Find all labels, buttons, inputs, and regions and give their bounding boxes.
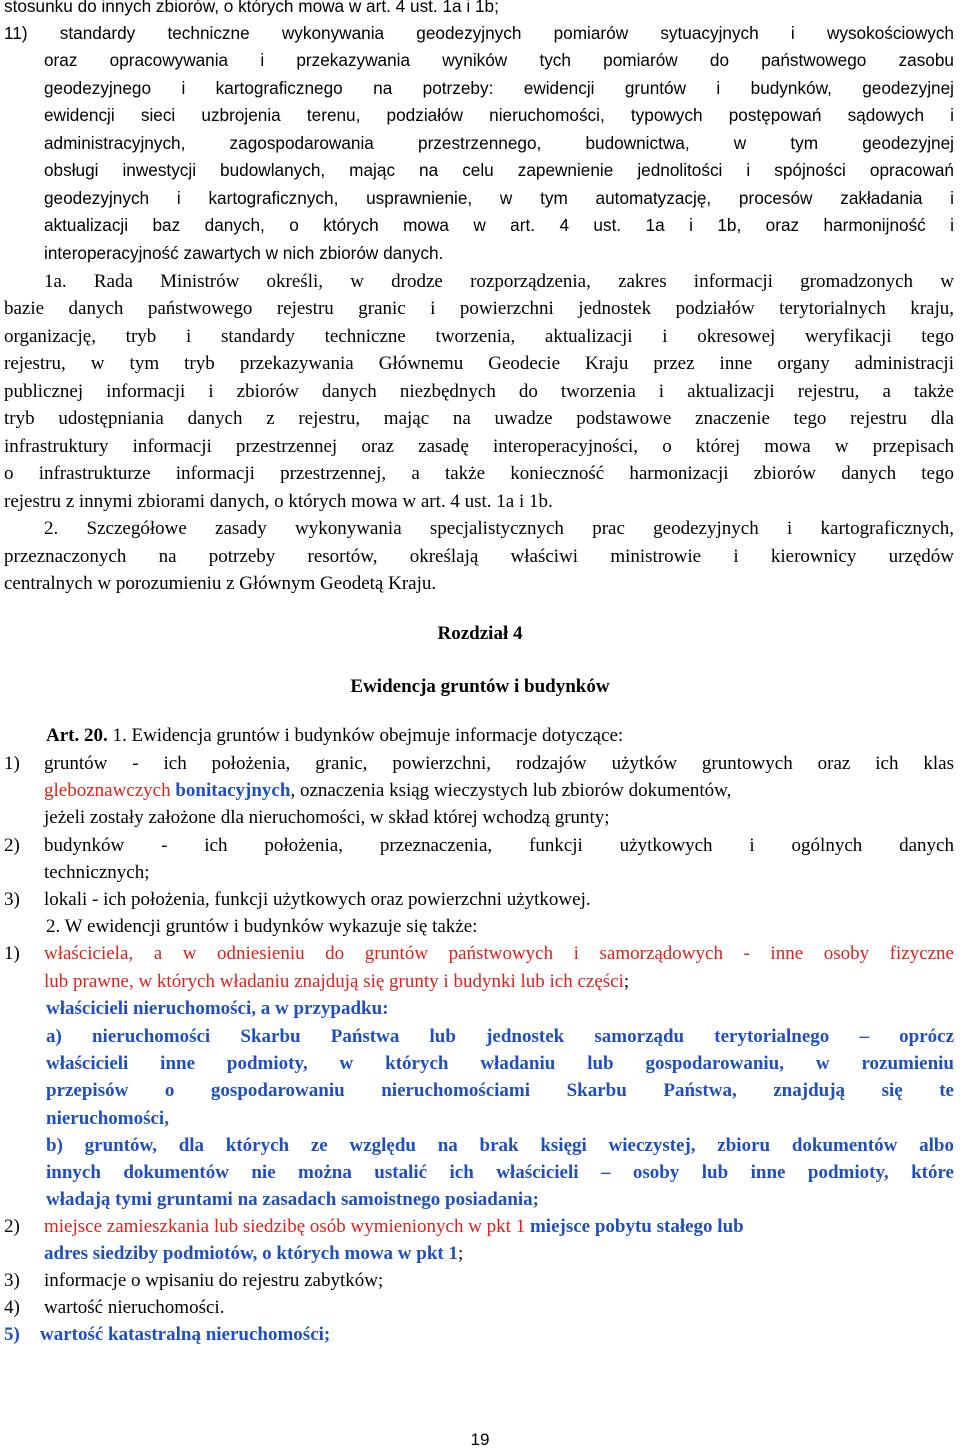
text-line: tryb udostępniania danych z rejestru, mając na uwadze podstawowe znaczenie tego rejestru dla: [4, 408, 954, 429]
struck-text: gleboznawczych: [44, 780, 171, 801]
list-number: 2): [4, 1216, 20, 1237]
text-line: gruntów - ich położenia, granic, powierzchni, rodzajów użytków gruntowych oraz ich klas: [44, 753, 954, 774]
article-intro: [46, 724, 623, 748]
text-line: [44, 970, 629, 994]
text-line: administracyjnych, zagospodarowania przestrzennego, budownictwa, w tym geodezyjnej: [44, 133, 954, 153]
text-line: budynków - ich położenia, przeznaczenia, funkcji użytkowych i ogólnych danych: [44, 835, 954, 856]
list-number: 1): [4, 943, 20, 964]
struck-text: miejsce zamieszkania lub siedzibę osób wymienionych w pkt 1: [44, 1216, 526, 1237]
inserted-text: przepisów o gospodarowaniu nieruchomościami Skarbu Państwa, znajdują się te: [46, 1080, 954, 1101]
inserted-text: wartość katastralną nieruchomości;: [40, 1324, 331, 1345]
text-line: lokali - ich położenia, funkcji użytkowych oraz powierzchni użytkowej.: [44, 889, 591, 910]
inserted-text: nieruchomości,: [46, 1108, 169, 1129]
inserted-text: bonitacyjnych: [175, 780, 291, 801]
text-line: obsługi inwestycji budowlanych, mając na celu zapewnienie jednolitości i spójności opracowań: [44, 160, 954, 180]
text-line: 11) standardy techniczne wykonywania geodezyjnych pomiarów sytuacyjnych i wysokościowych: [4, 23, 954, 43]
text-line: [44, 1215, 744, 1239]
text-line: rejestru z innymi zbiorami danych, o których mowa w art. 4 ust. 1a i 1b.: [4, 491, 553, 512]
chapter-title: Ewidencja gruntów i budynków: [350, 676, 610, 697]
text-line: aktualizacji baz danych, o których mowa w art. 4 ust. 1a i 1b, oraz harmonijność i: [44, 215, 954, 235]
inserted-text: b) gruntów, dla których ze względu na brak księgi wieczystej, zbioru dokumentów albo: [46, 1135, 954, 1156]
inserted-text: a) nieruchomości Skarbu Państwa lub jednostek samorządu terytorialnego – oprócz: [46, 1026, 954, 1047]
text-line: technicznych;: [44, 862, 150, 883]
text-line: stosunku do innych zbiorów, o których mowa w art. 4 ust. 1a i 1b;: [4, 0, 499, 16]
text-line: infrastruktury informacji przestrzennej oraz zasadę interoperacyjności, o której mowa w przepisach: [4, 436, 954, 457]
inserted-text: miejsce pobytu stałego lub: [529, 1216, 744, 1237]
inserted-text: właścicieli inne podmioty, w których władaniu lub gospodarowaniu, w rozumieniu: [46, 1053, 954, 1074]
inserted-text: innych dokumentów nie można ustalić ich właścicieli – osoby lub inne podmioty, które: [46, 1162, 954, 1183]
text-line: jeżeli zostały założone dla nieruchomości, w skład której wchodzą grunty;: [44, 807, 610, 828]
text-line: bazie danych państwowego rejestru granic i powierzchni jednostek podziałów terytorialnych kraju,: [4, 298, 954, 319]
text-line: geodezyjnych i kartograficznych, usprawnienie, w tym automatyzację, procesów zakładania i: [44, 188, 954, 208]
text-span: ;: [457, 1243, 464, 1264]
text-line: ewidencji sieci uzbrojenia terenu, podziałów nieruchomości, typowych postępowań sądowych i: [44, 105, 954, 125]
text-line: organizację, tryb i standardy techniczne tworzenia, aktualizacji i okresowej weryfikacji tego: [4, 326, 954, 347]
text-line: [44, 779, 731, 803]
text-line: centralnych w porozumieniu z Głównym Geodetą Kraju.: [4, 573, 437, 594]
text-line: wartość nieruchomości.: [44, 1297, 225, 1318]
text-line: [44, 1242, 463, 1266]
text-span: , oznaczenia ksiąg wieczystych lub zbiorów dokumentów,: [290, 780, 732, 801]
list-number: 3): [4, 889, 20, 910]
list-number: 5): [4, 1324, 20, 1345]
inserted-text: adres siedziby podmiotów, o których mowa w pkt 1: [44, 1243, 458, 1264]
text-line: interoperacyjność zawartych w nich zbiorów danych.: [44, 243, 444, 263]
page-number: 19: [470, 1430, 490, 1449]
text-line: 1a. Rada Ministrów określi, w drodze rozporządzenia, zakres informacji gromadzonych w: [44, 271, 954, 292]
list-number: 2): [4, 835, 20, 856]
text-line: oraz opracowywania i przekazywania wyników tych pomiarów do państwowego zasobu: [44, 50, 954, 70]
text-line: rejestru, w tym tryb przekazywania Głównemu Geodecie Kraju przez inne organy administracji: [4, 353, 954, 374]
text-line: 2. Szczegółowe zasady wykonywania specjalistycznych prac geodezyjnych i kartograficznych,: [44, 518, 954, 539]
list-number: 4): [4, 1297, 20, 1318]
article-intro-text: 1. Ewidencja gruntów i budynków obejmuje informacje dotyczące:: [107, 725, 624, 746]
text-line: przeznaczonych na potrzeby resortów, określają właściwi ministrowie i kierownicy urzędów: [4, 546, 954, 567]
text-span: ;: [623, 971, 630, 992]
text-line: publicznej informacji i zbiorów danych niezbędnych do tworzenia i aktualizacji rejestru, a także: [4, 381, 954, 402]
article-label: Art. 20.: [46, 725, 108, 746]
text-line: o infrastrukturze informacji przestrzennej, a także konieczność harmonizacji zbiorów danych tego: [4, 463, 954, 484]
struck-text: lub prawne, w których władaniu znajdują się grunty i budynki lub ich części: [44, 971, 624, 992]
inserted-text: właścicieli nieruchomości, a w przypadku:: [46, 998, 389, 1019]
text-line: informacje o wpisaniu do rejestru zabytków;: [44, 1270, 384, 1291]
text-line: geodezyjnego i kartograficznego na potrzeby: ewidencji gruntów i budynków, geodezyjnej: [44, 78, 954, 98]
list-number: 3): [4, 1270, 20, 1291]
list-number: 1): [4, 753, 20, 774]
struck-text: właściciela, a w odniesieniu do gruntów państwowych i samorządowych - inne osoby fizyczne: [44, 943, 954, 964]
chapter-number: Rozdział 4: [437, 623, 523, 644]
text-line: 2. W ewidencji gruntów i budynków wykazuje się także:: [46, 916, 478, 937]
inserted-text: władają tymi gruntami na zasadach samoistnego posiadania;: [46, 1189, 539, 1210]
